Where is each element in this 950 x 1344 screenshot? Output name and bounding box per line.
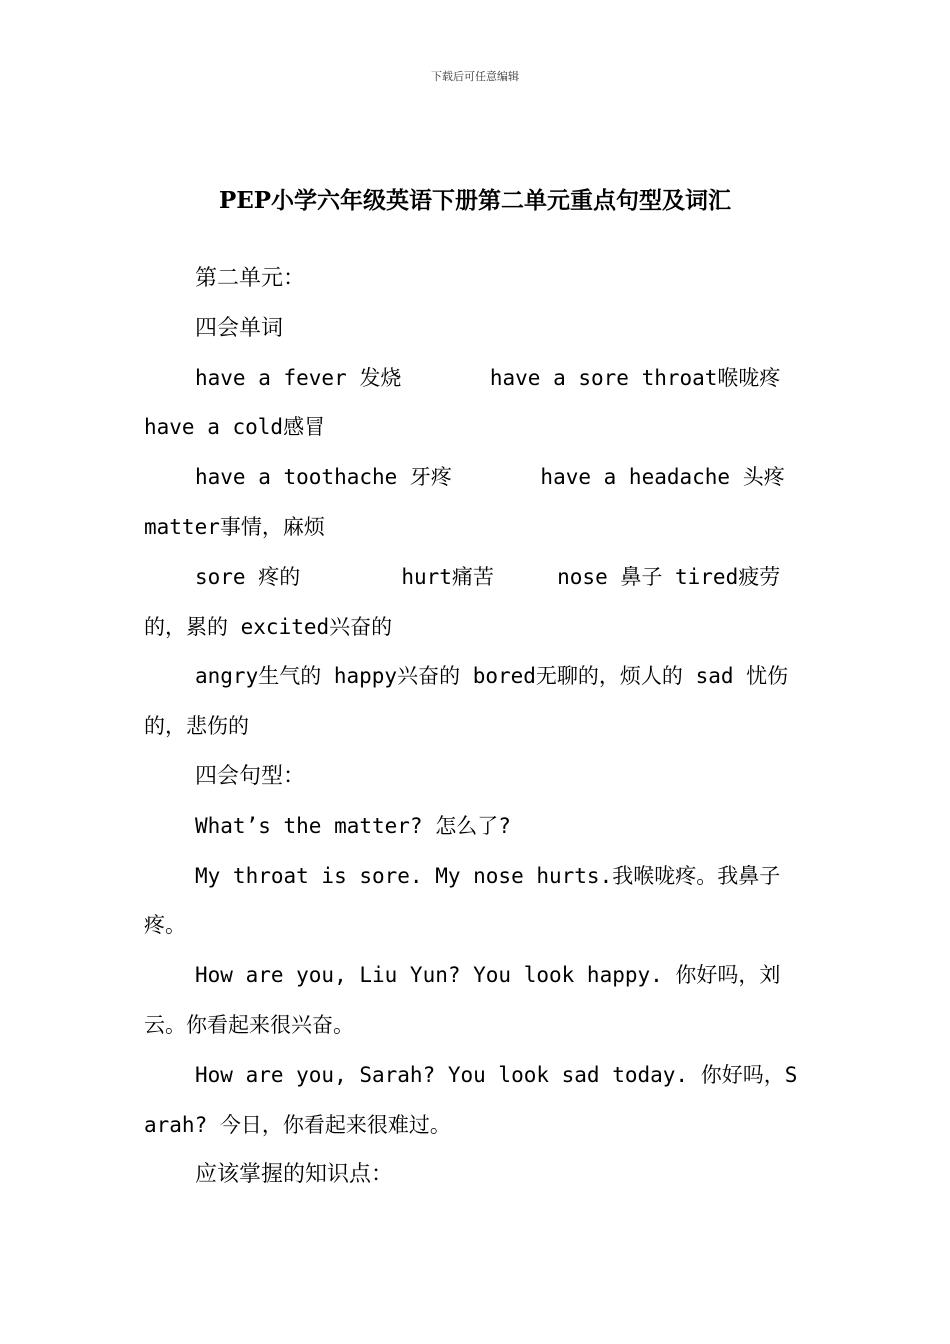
knowledge-heading: 应该掌握的知识点： [195, 1162, 394, 1188]
vocab-line-3: sore 疼的 hurt痛苦 nose 鼻子 tired疲劳的，累的 excited兴奋的 [144, 564, 781, 639]
unit-heading: 第二单元： [195, 266, 306, 291]
sentence-2: My throat is sore. My nose hurts.我喉咙疼。我鼻子疼。 [144, 863, 781, 938]
sentence-4: How are you, Sarah? You look sad today. 你好吗，Sarah? 今日，你看起来很难过。 [144, 1062, 798, 1137]
sentence-1: What’s the matter? 怎么了? [195, 813, 511, 838]
document-body [144, 254, 844, 1200]
header-note: 下载后可任意编辑 [431, 70, 519, 83]
document-title: PEP小学六年级英语下册第二单元重点句型及词汇 [218, 187, 732, 214]
vocab-heading: 四会单词 [195, 315, 284, 341]
sentence-heading: 四会句型： [195, 763, 306, 789]
vocab-line-2: have a toothache 牙疼 have a headache 头疼 matter事情，麻烦 [144, 465, 798, 539]
vocab-line-1: have a fever 发烧 have a sore throat喉咙疼 have a cold感冒 [144, 365, 844, 440]
vocab-line-4: angry生气的 happy兴奋的 bored无聊的，烦人的 sad 忧伤的，悲伤的 [144, 664, 789, 739]
sentence-3: How are you, Liu Yun? You look happy. 你好吗，刘云。你看起来很兴奋。 [144, 963, 781, 1037]
